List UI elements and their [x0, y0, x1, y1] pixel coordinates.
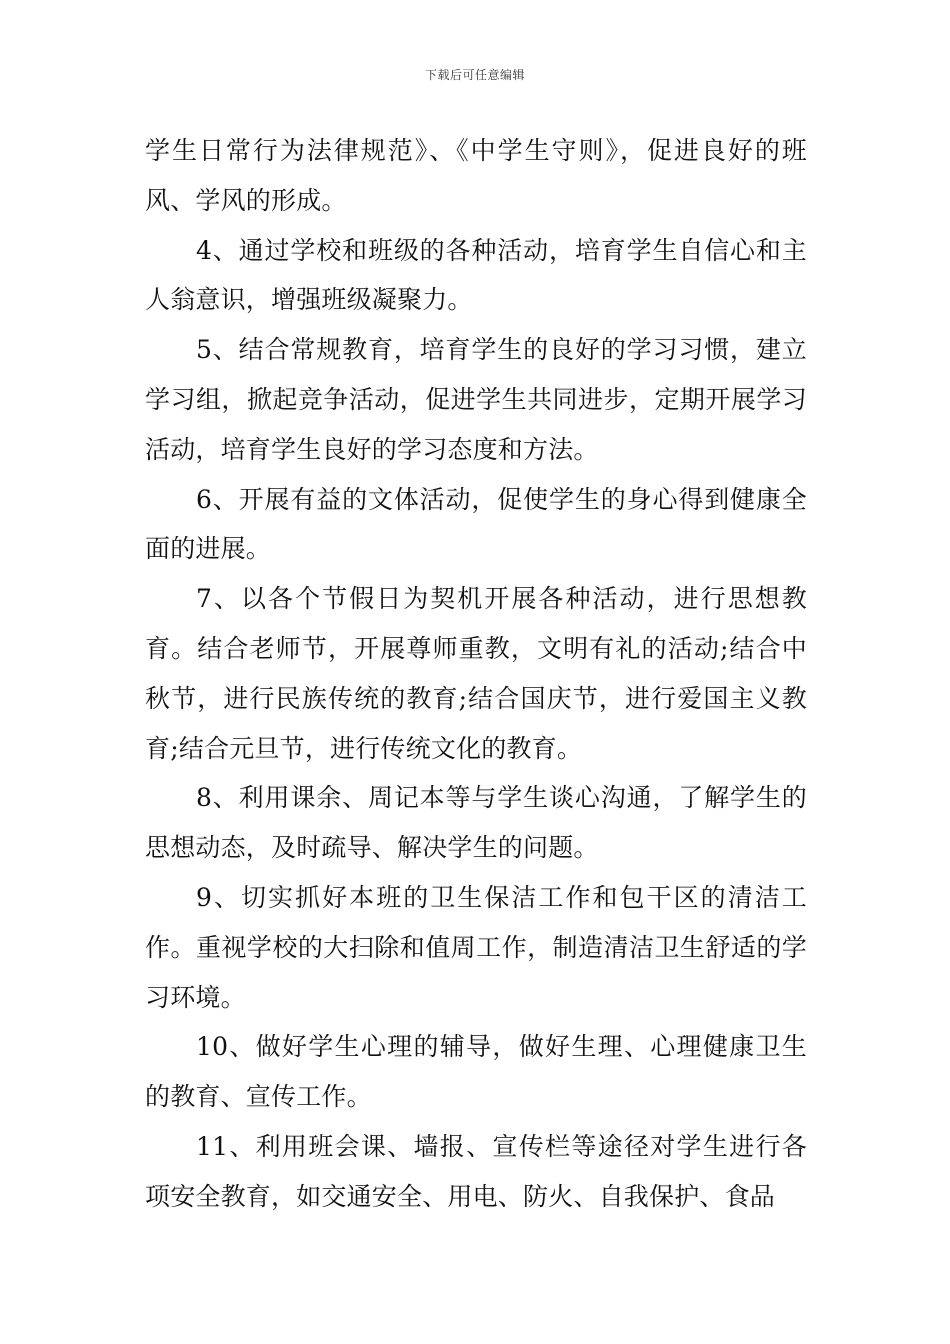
header-note: 下载后可任意编辑	[424, 68, 525, 82]
paragraph-item-4: 4、通过学校和班级的各种活动，培育学生自信心和主人翁意识，增强班级凝聚力。	[145, 235, 807, 315]
paragraph-item-7: 7、以各个节假日为契机开展各种活动，进行思想教育。结合老师节，开展尊师重教，文明有礼的活动;结合中秋节，进行民族传统的教育;结合国庆节，进行爱国主义教育;结合元旦节，进行传统文化的教育。	[145, 584, 807, 763]
paragraph-continuation: 学生日常行为法律规范》、《中学生守则》，促进良好的班风、学风的形成。	[145, 136, 807, 215]
paragraph-item-11: 11、利用班会课、墙报、宣传栏等途径对学生进行各项安全教育，如交通安全、用电、防火、自我保护、食品	[145, 1131, 807, 1211]
paragraph-item-8: 8、利用课余、周记本等与学生谈心沟通，了解学生的思想动态，及时疏导、解决学生的问题。	[145, 783, 807, 863]
paragraph-item-9: 9、切实抓好本班的卫生保洁工作和包干区的清洁工作。重视学校的大扫除和值周工作，制造清洁卫生舒适的学习环境。	[145, 882, 807, 1012]
paragraph-item-10: 10、做好学生心理的辅导，做好生理、心理健康卫生的教育、宣传工作。	[145, 1032, 807, 1112]
paragraph-item-5: 5、结合常规教育，培育学生的良好的学习习惯，建立学习组，掀起竞争活动，促进学生共同进步，定期开展学习活动，培育学生良好的学习态度和方法。	[145, 335, 807, 464]
body-text	[145, 126, 807, 1222]
paragraph-item-6: 6、开展有益的文体活动，促使学生的身心得到健康全面的进展。	[145, 484, 807, 564]
